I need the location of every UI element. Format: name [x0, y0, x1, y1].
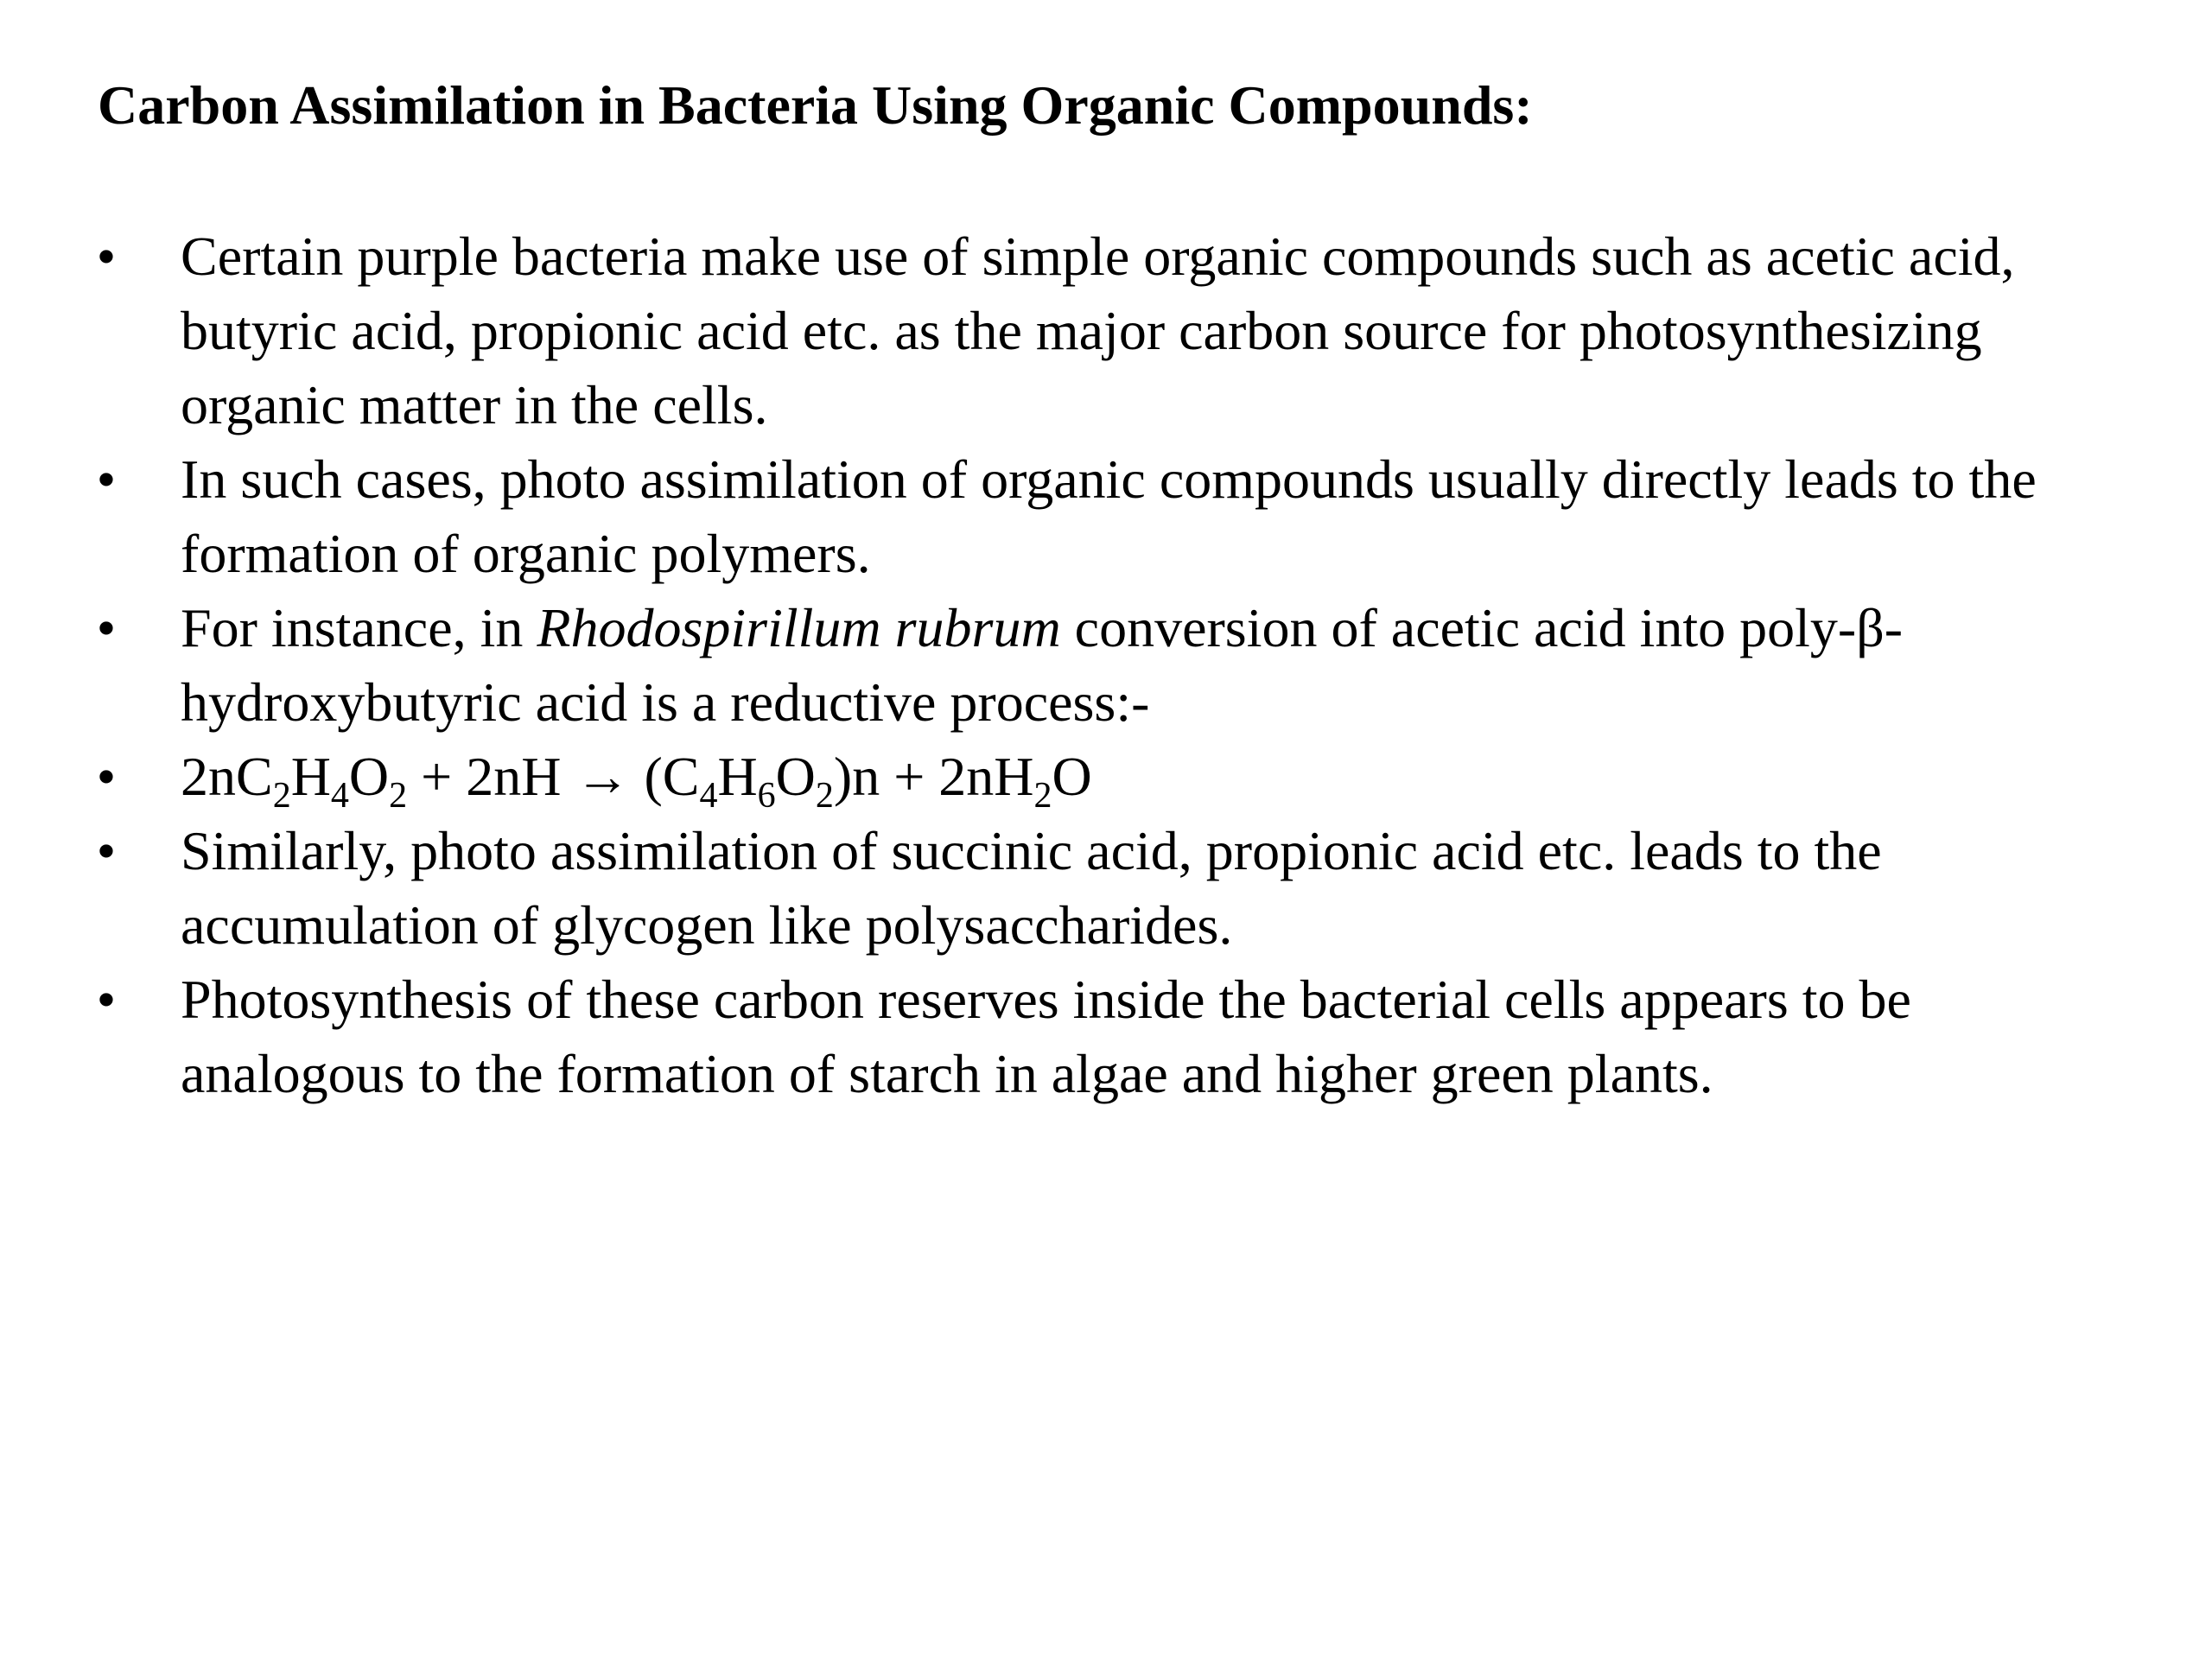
- bullet-item: [0, 219, 2125, 442]
- eq-part: O: [1052, 746, 1092, 807]
- bullet-item: [0, 963, 2125, 1111]
- eq-subscript: 4: [699, 776, 718, 816]
- bullet-item: [0, 442, 2125, 591]
- eq-subscript: 2: [1033, 776, 1052, 816]
- bullet-item: [0, 814, 2125, 963]
- eq-part: H: [717, 746, 758, 807]
- bullet-text: [181, 591, 2125, 740]
- eq-subscript: 2: [815, 776, 834, 816]
- species-name: Rhodospirillum rubrum: [537, 597, 1061, 658]
- bullet-text: Similarly, photo assimilation of succinic acid, propionic acid etc. leads to the accumulation of glycogen like polysaccharides.: [181, 820, 1882, 956]
- bullet-text: In such cases, photo assimilation of organic compounds usually directly leads to the formation of organic polymers.: [181, 448, 2037, 584]
- chemical-equation: [181, 740, 2125, 814]
- eq-part: O: [348, 746, 390, 807]
- bullet-item: [0, 591, 2125, 740]
- slide-title: Carbon Assimilation in Bacteria Using Organic Compounds:: [98, 74, 1533, 136]
- bullet-dot-icon: •: [96, 820, 117, 881]
- eq-part: + 2nH → (C: [407, 746, 700, 807]
- bullet-dot-icon: •: [96, 746, 117, 807]
- bullet-list: [0, 219, 2212, 1111]
- bullet-dot-icon: •: [96, 226, 117, 287]
- eq-part: )n + 2nH: [833, 746, 1034, 807]
- bullet-item: [0, 740, 2125, 814]
- eq-part: O: [775, 746, 816, 807]
- bullet-dot-icon: •: [96, 448, 117, 510]
- eq-part: 2nC: [181, 746, 273, 807]
- bullet-text: Photosynthesis of these carbon reserves inside the bacterial cells appears to be analogous to the formation of starch in algae and higher green plants.: [181, 969, 1911, 1104]
- bullet-text-after: conversion of acetic acid into poly-β-hydroxybutyric acid is a reductive process:-: [181, 597, 1904, 733]
- bullet-text-before: For instance, in: [181, 597, 537, 658]
- bullet-dot-icon: •: [96, 969, 117, 1030]
- bullet-text: Certain purple bacteria make use of simple organic compounds such as acetic acid, butyric acid, propionic acid etc. as the major carbon source for photosynthesizing organic matter in the cells.: [181, 226, 2015, 435]
- bullet-dot-icon: •: [96, 597, 117, 658]
- eq-subscript: 2: [272, 776, 291, 816]
- eq-subscript: 2: [389, 776, 408, 816]
- eq-subscript: 6: [757, 776, 776, 816]
- eq-part: H: [290, 746, 331, 807]
- eq-subscript: 4: [330, 776, 349, 816]
